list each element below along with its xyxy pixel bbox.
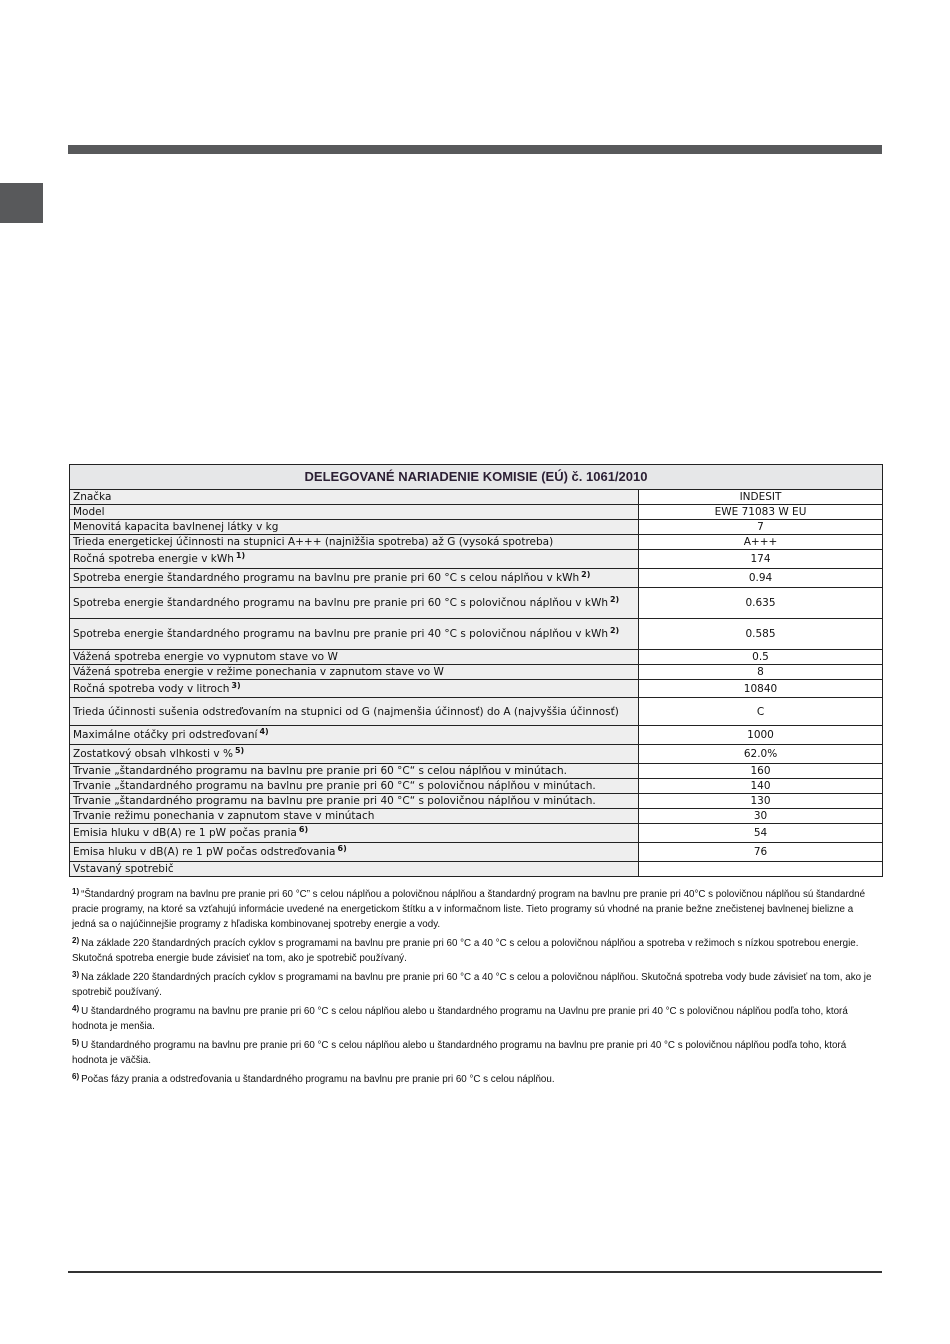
row-label: Model	[73, 506, 105, 518]
row-label-cell	[70, 843, 639, 862]
row-label: Vážená spotreba energie v režime ponechania v zapnutom stave vo W	[73, 666, 444, 678]
footnote-ref: 3)	[231, 680, 241, 690]
row-label-cell	[70, 862, 639, 877]
row-label: Trvanie „štandardného programu na bavlnu pre pranie pri 40 °C“ s polovičnou náplňou v minútach.	[73, 795, 596, 807]
footnote	[72, 936, 872, 966]
row-value: 1000	[639, 726, 883, 745]
row-label-cell	[70, 588, 639, 619]
row-value: 0.5	[639, 650, 883, 665]
row-label-cell	[70, 505, 639, 520]
row-label: Trieda účinnosti sušenia odstreďovaním na stupnici od G (najmenšia účinnosť) do A (najvyššia účinnosť)	[73, 705, 619, 718]
footnotes	[72, 887, 872, 1091]
table-row	[70, 809, 883, 824]
row-value: 0.635	[639, 588, 883, 619]
table-row	[70, 698, 883, 726]
row-value	[639, 862, 883, 877]
row-label: Značka	[73, 491, 112, 503]
row-label-cell	[70, 535, 639, 550]
row-label-cell	[70, 619, 639, 650]
footnote	[72, 1072, 872, 1087]
row-label-cell	[70, 650, 639, 665]
row-value: 0.585	[639, 619, 883, 650]
row-label: Spotreba energie štandardného programu na bavlnu pre pranie pri 60 °C s polovičnou náplňou v kWh	[73, 597, 608, 609]
row-label-cell	[70, 680, 639, 698]
row-label: Trvanie „štandardného programu na bavlnu pre pranie pri 60 °C“ s polovičnou náplňou v minútach.	[73, 780, 596, 792]
table-row	[70, 824, 883, 843]
row-value: 30	[639, 809, 883, 824]
row-value: 54	[639, 824, 883, 843]
row-label: Ročná spotreba vody v litroch	[73, 682, 230, 695]
row-label-cell	[70, 569, 639, 588]
footnote-text: Počas fázy prania a odstreďovania u štandardného programu na bavlnu pre pranie pri 60 °C s celou náplňou.	[81, 1074, 555, 1085]
table-header-row	[70, 465, 883, 490]
table-row	[70, 764, 883, 779]
row-label-cell	[70, 779, 639, 794]
table-row	[70, 588, 883, 619]
footnote-ref: 2)	[609, 595, 620, 604]
row-label-cell	[70, 665, 639, 680]
section-tab-marker	[0, 183, 43, 223]
row-label: Emisa hluku v dB(A) re 1 pW počas odstreďovania	[73, 846, 336, 858]
row-value: 62.0%	[639, 745, 883, 764]
row-value: 10840	[639, 680, 883, 698]
footnote-mark: 5)	[72, 1038, 80, 1047]
table-row	[70, 843, 883, 862]
footnote-mark: 1)	[72, 887, 80, 896]
row-label-cell	[70, 824, 639, 843]
row-value: EWE 71083 W EU	[639, 505, 883, 520]
footnote-mark: 6)	[72, 1072, 80, 1081]
table-row	[70, 550, 883, 569]
footnote-ref: 6)	[337, 844, 347, 853]
footnote-text: “Štandardný program na bavlnu pre pranie pri 60 °C” s celou náplňou a polovičnou náplňou a štandardný program na bavlnu pre pranie pri 40°C s polovičnou náplňou sú štandardné pracie programy, na ktoré sa vzťahujú informácie uvedené na energetickom štítku a v informačnom liste. Tieto programy sú vhodné na pranie bežne znečistenej bavlnenej bielizne a jedná sa o najúčinnejšie programy z hľadiska kombinovanej spotreby energie a vody.	[72, 889, 866, 930]
row-value: 7	[639, 520, 883, 535]
row-label: Spotreba energie štandardného programu na bavlnu pre pranie pri 60 °C s celou náplňou v kWh	[73, 572, 580, 584]
footnote-ref: 4)	[259, 727, 269, 736]
table-row	[70, 862, 883, 877]
table-row	[70, 619, 883, 650]
footer-rule	[68, 1271, 882, 1273]
table-row	[70, 520, 883, 535]
footnote	[72, 887, 872, 932]
row-label: Trvanie režimu ponechania v zapnutom stave v minútach	[73, 810, 375, 822]
table-row	[70, 505, 883, 520]
row-label-cell	[70, 745, 639, 764]
row-label: Menovitá kapacita bavlnenej látky v kg	[73, 521, 279, 533]
footnote	[72, 1038, 872, 1068]
footnote-text: Na základe 220 štandardných pracích cyklov s programami na bavlnu pre pranie pri 60 °C a 40 °C s celou a polovičnou náplňou a spotreba v režimoch s nízkou spotrebou energie. Skutočná spotreba energie bude závisieť na tom, ako je spotrebič používaný.	[72, 938, 859, 964]
table-row	[70, 535, 883, 550]
row-label-cell	[70, 490, 639, 505]
row-value: 160	[639, 764, 883, 779]
row-label: Vstavaný spotrebič	[73, 863, 174, 875]
row-label-cell	[70, 520, 639, 535]
row-value: INDESIT	[639, 490, 883, 505]
table-row	[70, 726, 883, 745]
footnote-ref: 2)	[609, 626, 620, 635]
row-value: 174	[639, 550, 883, 569]
table-row	[70, 490, 883, 505]
row-value: 8	[639, 665, 883, 680]
row-value: 130	[639, 794, 883, 809]
footnote-text: U štandardného programu na bavlnu pre pranie pri 60 °C s celou náplňou alebo u štandardného programu na bavlnu pre pranie pri 40 °C s polovičnou náplňou podľa toho, ktorá hodnota je väčšia.	[72, 1040, 847, 1066]
footnote-ref: 5)	[234, 746, 245, 755]
spec-table	[69, 464, 883, 877]
table-row	[70, 680, 883, 698]
footnote-mark: 4)	[72, 1004, 80, 1013]
row-value: 0.94	[639, 569, 883, 588]
table-row	[70, 569, 883, 588]
footnote-ref: 1)	[235, 551, 246, 560]
footnote	[72, 970, 872, 1000]
footnote-ref: 2)	[581, 570, 591, 579]
row-label: Zostatkový obsah vlhkosti v %	[73, 748, 233, 760]
row-label-cell	[70, 550, 639, 569]
header-rule	[68, 145, 882, 154]
table-row	[70, 745, 883, 764]
row-label-cell	[70, 764, 639, 779]
row-label: Maximálne otáčky pri odstreďovaní	[73, 729, 258, 741]
footnote-text: U štandardného programu na bavlnu pre pranie pri 60 °C s celou náplňou alebo u štandardného programu na Uavlnu pre pranie pri 40 °C s polovičnou náplňou podľa toho, ktorá hodnota je menšia.	[72, 1006, 848, 1032]
table-title: DELEGOVANÉ NARIADENIE KOMISIE (EÚ) č. 1061/2010	[70, 465, 883, 490]
row-label: Ročná spotreba energie v kWh	[73, 553, 234, 565]
table-row	[70, 665, 883, 680]
footnote	[72, 1004, 872, 1034]
row-value: 76	[639, 843, 883, 862]
row-label-cell	[70, 726, 639, 745]
row-value: C	[639, 698, 883, 726]
table-row	[70, 794, 883, 809]
row-value: A+++	[639, 535, 883, 550]
row-label: Emisia hluku v dB(A) re 1 pW počas prania	[73, 827, 297, 839]
table-row	[70, 650, 883, 665]
row-label: Vážená spotreba energie vo vypnutom stave vo W	[73, 651, 338, 663]
footnote-text: Na základe 220 štandardných pracích cyklov s programami na bavlnu pre pranie pri 60 °C a 40 °C s celou a polovičnou náplňou. Skutočná spotreba vody bude závisieť na tom, ako je spotrebič používaný.	[72, 972, 872, 998]
table-body	[70, 490, 883, 877]
row-value: 140	[639, 779, 883, 794]
row-label-cell	[70, 794, 639, 809]
footnote-mark: 2)	[72, 936, 80, 945]
row-label-cell	[70, 809, 639, 824]
table-row	[70, 779, 883, 794]
footnote-ref: 6)	[298, 825, 309, 834]
row-label: Trieda energetickej účinnosti na stupnici A+++ (najnižšia spotreba) až G (vysoká spotreba)	[73, 536, 554, 548]
row-label-cell	[70, 698, 639, 726]
row-label: Trvanie „štandardného programu na bavlnu pre pranie pri 60 °C“ s celou náplňou v minútach.	[73, 765, 567, 777]
footnote-mark: 3)	[72, 970, 80, 979]
row-label: Spotreba energie štandardného programu na bavlnu pre pranie pri 40 °C s polovičnou náplňou v kWh	[73, 628, 608, 640]
